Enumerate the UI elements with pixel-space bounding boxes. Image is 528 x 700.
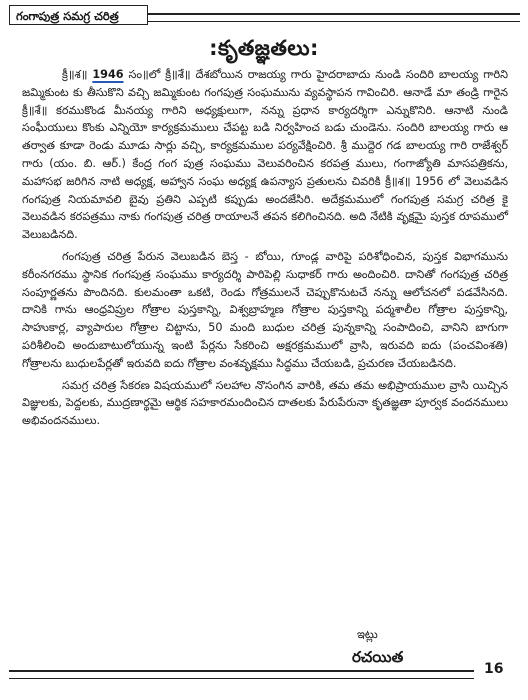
signature-closing: ఇట్లు: [357, 627, 378, 641]
page-heading: :కృతజ్ఞతలు:: [209, 36, 319, 60]
footer-rule: [9, 670, 474, 679]
paragraph-1-text: సం॥లో క్రీ॥శే॥ దేశబోయిన రాజయ్య గారు హైదరాబాదు నుండి సందిరి బాలయ్య గారిని జమ్మికుంట కు తీసుకొని వచ్చి జమ్మికుంట గంగపుత్ర సంఘమును వ్యవస్థాపన గావించిరి. ఆనాడే మా తండ్రి గారైన క్రీ॥శే॥ కరముకొండ మీనయ్య గారిని అధ్యక్షులుగా, నన్ను ప్రధాన కార్యదర్శిగా ఎన్నుకొనిరి. ఆనాటి నుండి సంఘీయులు కొంకు ఎన్నియో కార్యక్రమములు చేపట్ట బడి నిర్వహించ బడు చుండెను. సందిరి బాలయ్య గారు ఆ తర్వాత కూడా రెండు మూడు సార్లు వచ్చి, కార్యక్రమముల పర్యవేక్షించిరి. శ్రీ ముద్దెర గడ బాలయ్య గారి రాజేశ్వర్ గారు (యం. బి. ఆర్.) కేంద్ర గంగ పుత్ర సంఘము వెలువరించిన కరపత్ర ములు, గంగాజ్యోతి మాసపత్రికను, మహాసభ జరిగిన నాటి అధ్యక్ష, అహ్వాన సంఘ అధ్యక్ష ఉపన్యాస ప్రతులను చివరికి క్రీ॥శ॥ 1956 లో వెలువడిన గంగపుత్ర నియమావలి బైవు ప్రతిని ఎప్పటి కప్పుడు అందజేసిరి. అదేక్రమములో గంగపుత్ర సమగ్ర చరిత్ర కై వెలువడిన కరపత్రము నాకు గంగపుత్ర చరిత్ర రాయాలనే తపన కలిగించినది. అది నేటికి వృక్షమై పుస్తక రూపములో వెలుబడినది.: [22, 68, 508, 242]
page-number: 16: [484, 661, 504, 677]
paragraph-1-pre: క్రీ॥శ॥: [62, 68, 93, 81]
paragraph-2-text: గంగపుత్ర చరిత్ర పేరున వెలుబడిన బెస్త - బోయి, గూండ్ల వారిపై పరిశోధించిన, పుస్తక విభాగమును కరీంనగరము స్థానిక గంగపుత్ర సంఘము కార్యదర్శి పారిపెల్లి సుధాకర్ గారు అందించిరి. దానితో గంగపుత్ర చరిత్ర సంపూర్ణతను పొందినది. కులమంతా ఒకటి, రెండు గోత్రములనే చెప్పుకొనుటచే నన్ను ఆలోచనలో పడవేసినది. దానికి గాను ఆంధ్రవిప్రుల గోత్రాల పుస్తకాన్ని, విశ్వబ్రాహ్మణ గోత్రాల పుస్తకాన్ని పద్మశాలీల గోత్రాల పుస్తకాన్ని, సాహుకార్ల, వ్యాపారుల గోత్రాల చిట్టాను, 50 మంది బుధుల చరిత్ర పున్నకాన్ని సంపాదించి, వానిని బాగుగా పరిశీలించి అందుబాటులోయున్న ఇంటి పేర్లను సేకరించి అక్షరక్రమములో వ్రాసి, ఇరువది ఐదు (పంచవింశతి) గోత్రాలను బుధులపేర్లతో ఇరువది ఐదు గోత్రాల వంశవృక్షము సిద్ధము చేయబడి, ప్రచురణ చేయబడినది.: [22, 249, 508, 370]
body-text: [22, 66, 508, 430]
paragraph-3: [22, 377, 508, 430]
signature-author: రచయిత: [352, 648, 404, 666]
paragraph-3-text: సమగ్ర చరిత్ర సేకరణ విషయములో సలహాల నొసంగిన వారికి, తమ తమ అభిప్రాయముల వ్రాసి యిచ్చిన విజ్ఞులకు, పెద్దలకు, ముద్రణార్థమై ఆర్థిక సహకారమందించిన దాతలకు పేరుపేరునా కృతజ్ఞతా పూర్వక వందనములు అభివందనములు.: [22, 378, 508, 428]
running-header-title: గంగాపుత్ర సమగ్ర చరిత్ర: [9, 5, 148, 25]
paragraph-1: [22, 66, 508, 244]
header-rule: [148, 13, 520, 22]
year-1946: 1946: [92, 68, 124, 81]
paragraph-2: [22, 248, 508, 373]
